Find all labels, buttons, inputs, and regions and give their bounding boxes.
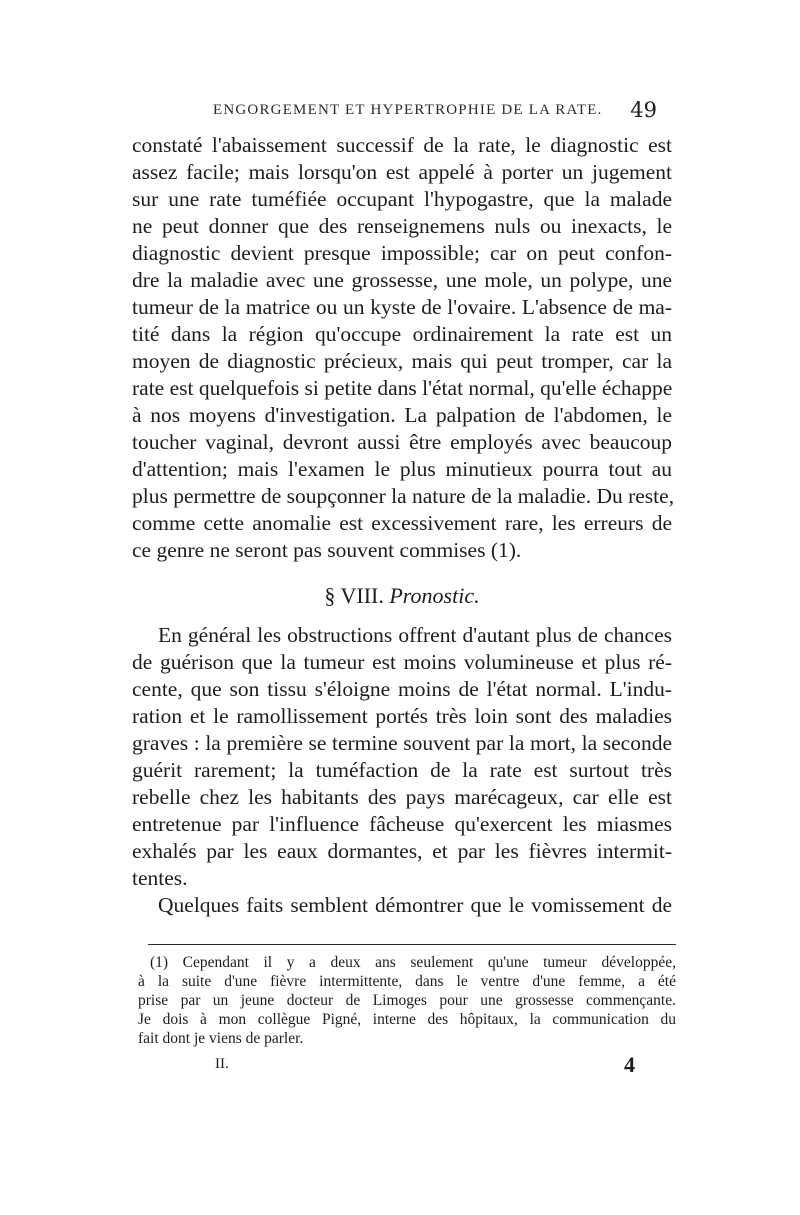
main-text bbox=[132, 132, 675, 919]
section-mark: § VIII. bbox=[324, 583, 384, 608]
text-line: En général les obstructions offrent d'autant plus de chances bbox=[158, 623, 672, 647]
footnote-line: Je dois à mon collègue Pigné, interne des hôpitaux, la communication du bbox=[138, 1011, 676, 1028]
footnote-line: fait dont je viens de parler. bbox=[138, 1030, 304, 1047]
text-line: d'attention; mais l'examen le plus minutieux pourra tout au bbox=[132, 457, 672, 481]
printer-signature bbox=[215, 1052, 635, 1080]
volume-mark: II. bbox=[215, 1056, 229, 1072]
text-line: Quelques faits semblent démontrer que le vomissement de bbox=[158, 893, 672, 917]
footnote-line: prise par un jeune docteur de Limoges pour une grossesse commençante. bbox=[138, 992, 676, 1009]
text-line: à nos moyens d'investigation. La palpation de l'abdomen, le bbox=[132, 403, 672, 427]
text-line: tité dans la région qu'occupe ordinairement la rate est un bbox=[132, 322, 672, 346]
text-line: ration et le ramollissement portés très loin sont des maladies bbox=[132, 704, 672, 728]
running-title: ENGORGEMENT ET HYPERTROPHIE DE LA RATE. bbox=[213, 102, 603, 118]
text-line: rebelle chez les habitants des pays marécageux, car elle est bbox=[132, 785, 672, 809]
page-header bbox=[135, 98, 665, 128]
text-line: sur une rate tuméfiée occupant l'hypogastre, que la malade bbox=[132, 187, 672, 211]
text-line: ne peut donner que des renseignemens nuls ou inexacts, le bbox=[132, 214, 672, 238]
section-title: Pronostic. bbox=[389, 583, 480, 608]
text-line: plus permettre de soupçonner la nature de la maladie. Du reste, bbox=[132, 484, 675, 508]
text-line: ce genre ne seront pas souvent commises (1). bbox=[132, 538, 522, 562]
text-line: exhalés par les eaux dormantes, et par les fièvres intermit- bbox=[132, 839, 672, 863]
text-line: moyen de diagnostic précieux, mais qui peut tromper, car la bbox=[132, 349, 672, 373]
text-line: rate est quelquefois si petite dans l'état normal, qu'elle échappe bbox=[132, 376, 673, 400]
footnote bbox=[138, 953, 676, 1048]
footnote-line: (1) Cependant il y a deux ans seulement qu'une tumeur développée, bbox=[150, 954, 676, 971]
text-line: guérit rarement; la tuméfaction de la rate est surtout très bbox=[132, 758, 672, 782]
sheet-mark: 4 bbox=[624, 1052, 635, 1077]
footnote-divider bbox=[148, 944, 676, 945]
text-line: diagnostic devient presque impossible; car on peut confon- bbox=[132, 241, 672, 265]
section-heading bbox=[132, 570, 672, 622]
text-line: cente, que son tissu s'éloigne moins de l'état normal. L'indu- bbox=[132, 677, 672, 701]
text-line: entretenue par l'influence fâcheuse qu'exercent les miasmes bbox=[132, 812, 672, 836]
text-line: tentes. bbox=[132, 866, 188, 890]
text-line: de guérison que la tumeur est moins volumineuse et plus ré- bbox=[132, 650, 672, 674]
footnote-line: à la suite d'une fièvre intermittente, dans le ventre d'une femme, a été bbox=[138, 973, 676, 990]
text-line: comme cette anomalie est excessivement rare, les erreurs de bbox=[132, 511, 672, 535]
text-line: graves : la première se termine souvent par la mort, la seconde bbox=[132, 731, 672, 755]
text-line: constaté l'abaissement successif de la rate, le diagnostic est bbox=[132, 133, 672, 157]
page-number: 49 bbox=[630, 98, 657, 122]
text-line: toucher vaginal, devront aussi être employés avec beaucoup bbox=[132, 430, 672, 454]
text-line: dre la maladie avec une grossesse, une mole, un polype, une bbox=[132, 268, 672, 292]
text-line: assez facile; mais lorsqu'on est appelé à porter un jugement bbox=[132, 160, 672, 184]
text-line: tumeur de la matrice ou un kyste de l'ovaire. L'absence de ma- bbox=[132, 295, 672, 319]
